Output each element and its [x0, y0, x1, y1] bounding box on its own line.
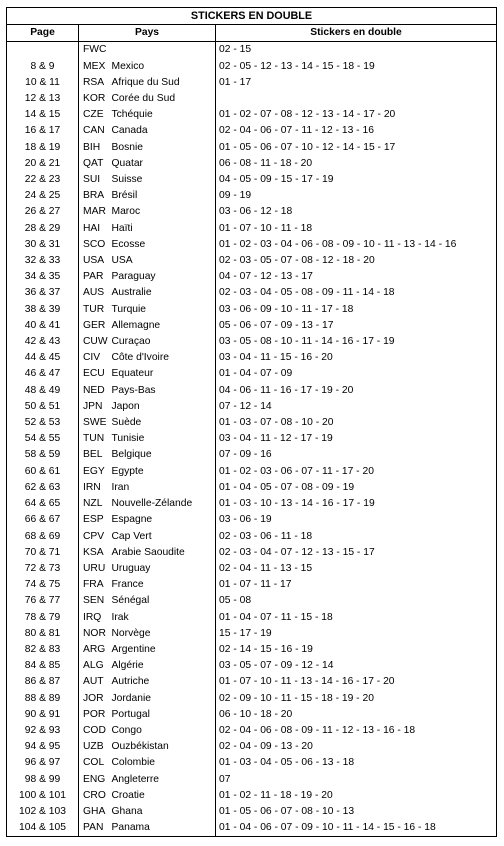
page-cell: 86 & 87 [7, 674, 79, 690]
page-cell: 82 & 83 [7, 642, 79, 658]
country-name-cell: Ecosse [111, 238, 146, 250]
country-name-cell: Cap Vert [111, 530, 152, 542]
page-cell: 18 & 19 [7, 140, 79, 156]
country-name-cell: Irak [111, 611, 129, 623]
page-cell: 98 & 99 [7, 772, 79, 788]
country-name-cell: Norvège [111, 627, 151, 639]
page-cell [7, 42, 79, 59]
table-row [7, 366, 497, 382]
stickers-cell: 01 - 04 - 07 - 09 [216, 366, 497, 382]
stickers-cell: 06 - 08 - 11 - 18 - 20 [216, 156, 497, 172]
country-code-cell: CIV [83, 352, 101, 364]
table-title: STICKERS EN DOUBLE [7, 8, 497, 25]
table-row [7, 691, 497, 707]
table-row [7, 658, 497, 674]
country-code-cell: ENG [83, 773, 106, 785]
stickers-cell [216, 91, 497, 107]
country-name-cell: Paraguay [111, 271, 156, 283]
table-row [7, 302, 497, 318]
stickers-cell: 01 - 03 - 04 - 05 - 06 - 13 - 18 [216, 755, 497, 771]
stickers-cell: 04 - 07 - 12 - 13 - 17 [216, 269, 497, 285]
country-name-cell: Côte d'Ivoire [111, 352, 169, 364]
table-row [7, 707, 497, 723]
title-row [7, 8, 497, 25]
page-cell: 100 & 101 [7, 788, 79, 804]
country-name-cell: Egypte [111, 465, 144, 477]
country-code-cell: NOR [83, 627, 106, 639]
table-row [7, 593, 497, 609]
country-name-cell: Argentine [111, 643, 156, 655]
stickers-cell: 01 - 05 - 06 - 07 - 10 - 12 - 14 - 15 - 17 [216, 140, 497, 156]
page-cell: 44 & 45 [7, 350, 79, 366]
table-row [7, 561, 497, 577]
header-pays: Pays [79, 25, 216, 42]
country-name-cell: Allemagne [111, 319, 161, 331]
stickers-cell: 09 - 19 [216, 188, 497, 204]
page-cell: 34 & 35 [7, 269, 79, 285]
page-cell: 102 & 103 [7, 804, 79, 820]
page-cell: 80 & 81 [7, 626, 79, 642]
country-code-cell: ARG [83, 643, 106, 655]
stickers-cell: 01 - 02 - 03 - 06 - 07 - 11 - 17 - 20 [216, 464, 497, 480]
page-cell: 42 & 43 [7, 334, 79, 350]
country-code-cell: SWE [83, 417, 107, 429]
page-cell: 14 & 15 [7, 107, 79, 123]
page-cell: 48 & 49 [7, 383, 79, 399]
table-row [7, 431, 497, 447]
country-name-cell: Uruguay [111, 562, 151, 574]
page-cell: 68 & 69 [7, 529, 79, 545]
table-row [7, 545, 497, 561]
stickers-cell: 01 - 07 - 10 - 11 - 18 [216, 221, 497, 237]
country-code-cell: QAT [83, 157, 104, 169]
country-code-cell: ALG [83, 660, 104, 672]
country-name-cell: Turquie [111, 303, 147, 315]
table-row [7, 447, 497, 463]
page-cell: 12 & 13 [7, 91, 79, 107]
page-cell: 70 & 71 [7, 545, 79, 561]
page-cell: 28 & 29 [7, 221, 79, 237]
page-cell: 88 & 89 [7, 691, 79, 707]
country-name-cell: Equateur [111, 368, 154, 380]
country-name-cell: Curaçao [111, 336, 151, 348]
country-name-cell: Bosnie [111, 141, 143, 153]
stickers-cell: 01 - 03 - 10 - 13 - 14 - 16 - 17 - 19 [216, 496, 497, 512]
country-name-cell: Australie [111, 287, 152, 299]
page-cell: 64 & 65 [7, 496, 79, 512]
table-row [7, 350, 497, 366]
country-code-cell: CRO [83, 789, 106, 801]
stickers-cell: 01 - 07 - 11 - 17 [216, 577, 497, 593]
table-row [7, 529, 497, 545]
country-name-cell: Haïti [111, 222, 133, 234]
page-cell: 40 & 41 [7, 318, 79, 334]
stickers-cell: 15 - 17 - 19 [216, 626, 497, 642]
table-row [7, 772, 497, 788]
stickers-cell: 02 - 04 - 06 - 07 - 11 - 12 - 13 - 16 [216, 123, 497, 139]
country-name-cell: Mexico [111, 60, 145, 72]
country-code-cell: CUW [83, 336, 108, 348]
table-row [7, 204, 497, 220]
page-cell: 38 & 39 [7, 302, 79, 318]
table-row [7, 285, 497, 301]
table-row [7, 480, 497, 496]
stickers-cell: 02 - 03 - 04 - 07 - 12 - 13 - 15 - 17 [216, 545, 497, 561]
country-code-cell: COD [83, 724, 106, 736]
country-code-cell: COL [83, 757, 105, 769]
country-name-cell [110, 42, 216, 59]
country-code-cell: CZE [83, 109, 104, 121]
country-name-cell: Maroc [111, 206, 141, 218]
header-page: Page [7, 25, 79, 42]
page-cell: 62 & 63 [7, 480, 79, 496]
page-cell: 74 & 75 [7, 577, 79, 593]
stickers-cell: 04 - 05 - 09 - 15 - 17 - 19 [216, 172, 497, 188]
page-cell: 72 & 73 [7, 561, 79, 577]
table-row [7, 334, 497, 350]
country-code-cell: NZL [83, 498, 103, 510]
country-name-cell: Espagne [111, 514, 153, 526]
stickers-cell: 03 - 04 - 11 - 15 - 16 - 20 [216, 350, 497, 366]
country-code-cell: CPV [83, 530, 105, 542]
country-name-cell: Arabie Saoudite [111, 546, 185, 558]
stickers-cell: 03 - 06 - 19 [216, 512, 497, 528]
stickers-cell: 06 - 10 - 18 - 20 [216, 707, 497, 723]
country-code-cell: KSA [83, 546, 104, 558]
stickers-cell: 03 - 05 - 08 - 10 - 11 - 14 - 16 - 17 - 19 [216, 334, 497, 350]
table-row [7, 739, 497, 755]
stickers-cell: 03 - 05 - 07 - 09 - 12 - 14 [216, 658, 497, 674]
page-cell: 76 & 77 [7, 593, 79, 609]
country-name-cell: Quatar [111, 157, 143, 169]
stickers-cell: 02 - 03 - 05 - 07 - 08 - 12 - 18 - 20 [216, 253, 497, 269]
stickers-cell: 01 - 04 - 07 - 11 - 15 - 18 [216, 610, 497, 626]
table-row [7, 415, 497, 431]
stickers-cell: 02 - 03 - 06 - 11 - 18 [216, 529, 497, 545]
page-cell: 104 & 105 [7, 820, 79, 837]
page-cell: 60 & 61 [7, 464, 79, 480]
table-row [7, 75, 497, 91]
page-cell: 8 & 9 [7, 59, 79, 75]
page-cell: 10 & 11 [7, 75, 79, 91]
page-cell: 26 & 27 [7, 204, 79, 220]
table-row [7, 788, 497, 804]
stickers-cell: 02 - 03 - 04 - 05 - 08 - 09 - 11 - 14 - 18 [216, 285, 497, 301]
table-row [7, 107, 497, 123]
stickers-cell: 05 - 08 [216, 593, 497, 609]
page-cell: 16 & 17 [7, 123, 79, 139]
country-code-cell: TUN [83, 433, 105, 445]
country-name-cell: Corée du Sud [111, 93, 176, 105]
country-code-cell: GER [83, 319, 106, 331]
table-row [7, 156, 497, 172]
table-row [7, 642, 497, 658]
page-cell: 22 & 23 [7, 172, 79, 188]
country-code-cell: SCO [83, 238, 106, 250]
country-name-cell: Portugal [111, 708, 150, 720]
table-row [7, 269, 497, 285]
country-code-cell: BEL [83, 449, 103, 461]
stickers-cell: 02 - 05 - 12 - 13 - 14 - 15 - 18 - 19 [216, 59, 497, 75]
table-row [7, 237, 497, 253]
stickers-cell: 04 - 06 - 11 - 16 - 17 - 19 - 20 [216, 383, 497, 399]
stickers-cell: 01 - 02 - 11 - 18 - 19 - 20 [216, 788, 497, 804]
country-name-cell: Suisse [111, 174, 143, 186]
stickers-cell: 01 - 02 - 07 - 08 - 12 - 13 - 14 - 17 - 20 [216, 107, 497, 123]
stickers-cell: 07 [216, 772, 497, 788]
country-name-cell: Jordanie [111, 692, 151, 704]
country-code-cell: BRA [83, 190, 105, 202]
table-row [7, 140, 497, 156]
country-name-cell: Congo [111, 724, 142, 736]
country-code-cell: BIH [83, 141, 101, 153]
country-name-cell: Tchéquie [111, 109, 153, 121]
page-cell: 92 & 93 [7, 723, 79, 739]
country-name-cell: Sénégal [111, 595, 150, 607]
table-row [7, 496, 497, 512]
country-code-cell: TUR [83, 303, 105, 315]
page-cell: 94 & 95 [7, 739, 79, 755]
header-stickers: Stickers en double [216, 25, 497, 42]
country-name-cell: Ghana [111, 805, 143, 817]
country-name-cell: USA [111, 255, 133, 267]
country-code-cell: CAN [83, 125, 105, 137]
page-cell: 84 & 85 [7, 658, 79, 674]
country-name-cell: Nouvelle-Zélande [111, 498, 193, 510]
country-code-cell: EGY [83, 465, 105, 477]
stickers-cell: 02 - 04 - 06 - 08 - 09 - 11 - 12 - 13 - 16 - 18 [216, 723, 497, 739]
country-name-cell: Japon [111, 400, 140, 412]
country-name-cell: Brésil [111, 190, 138, 202]
stickers-cell: 01 - 05 - 06 - 07 - 08 - 10 - 13 [216, 804, 497, 820]
country-code-cell: ECU [83, 368, 105, 380]
table-row [7, 820, 497, 837]
stickers-table [6, 7, 497, 837]
page-cell: 36 & 37 [7, 285, 79, 301]
country-name-cell: Colombie [111, 757, 155, 769]
table-row [7, 318, 497, 334]
table-body [7, 42, 497, 837]
country-name-cell: Croatie [111, 789, 145, 801]
country-code-cell: SEN [83, 595, 105, 607]
country-code-cell: KOR [83, 93, 106, 105]
page-cell: 32 & 33 [7, 253, 79, 269]
country-code-cell: PAR [83, 271, 104, 283]
table-row [7, 383, 497, 399]
stickers-cell: 02 - 04 - 11 - 13 - 15 [216, 561, 497, 577]
country-name-cell: Afrique du Sud [111, 76, 180, 88]
country-name-cell: Angleterre [111, 773, 160, 785]
page-cell: 46 & 47 [7, 366, 79, 382]
table-row [7, 91, 497, 107]
table-row [7, 626, 497, 642]
stickers-cell: 01 - 04 - 06 - 07 - 09 - 10 - 11 - 14 - 15 - 16 - 18 [216, 820, 497, 837]
country-name-cell: Panama [110, 820, 216, 837]
country-name-cell: Ouzbékistan [111, 741, 169, 753]
table-row [7, 123, 497, 139]
stickers-cell: 01 - 04 - 05 - 07 - 08 - 09 - 19 [216, 480, 497, 496]
page-cell: 90 & 91 [7, 707, 79, 723]
country-code-cell: AUS [83, 287, 105, 299]
stickers-cell: 01 - 07 - 10 - 11 - 13 - 14 - 16 - 17 - 20 [216, 674, 497, 690]
stickers-cell: 01 - 17 [216, 75, 497, 91]
table-row [7, 610, 497, 626]
country-name-cell: Iran [111, 481, 130, 493]
country-code-cell: UZB [83, 741, 104, 753]
country-code-cell: URU [83, 562, 106, 574]
table-row [7, 464, 497, 480]
header-row [7, 25, 497, 42]
country-code-cell: JOR [83, 692, 104, 704]
country-code-cell: SUI [83, 174, 101, 186]
page-cell: 66 & 67 [7, 512, 79, 528]
country-name-cell: Belgique [111, 449, 152, 461]
page-cell: 24 & 25 [7, 188, 79, 204]
table-row [7, 804, 497, 820]
stickers-cell: 02 - 09 - 10 - 11 - 15 - 18 - 19 - 20 [216, 691, 497, 707]
table-row [7, 253, 497, 269]
table-row [7, 59, 497, 75]
country-code-cell: IRN [83, 481, 101, 493]
sticker-sheet [6, 7, 496, 837]
country-code-cell: GHA [83, 805, 106, 817]
table-row [7, 674, 497, 690]
page-cell: 50 & 51 [7, 399, 79, 415]
table-row [7, 723, 497, 739]
page-cell: 78 & 79 [7, 610, 79, 626]
country-code-cell: MEX [83, 60, 106, 72]
country-code-cell: HAI [83, 222, 101, 234]
stickers-cell: 02 - 04 - 09 - 13 - 20 [216, 739, 497, 755]
table-row [7, 42, 497, 59]
country-code-cell: POR [83, 708, 106, 720]
stickers-cell: 07 - 12 - 14 [216, 399, 497, 415]
page-cell: 58 & 59 [7, 447, 79, 463]
country-name-cell: Suède [111, 417, 142, 429]
country-name-cell: Tunisie [111, 433, 145, 445]
stickers-cell: 02 - 14 - 15 - 16 - 19 [216, 642, 497, 658]
table-row [7, 512, 497, 528]
country-name-cell: Canada [111, 125, 148, 137]
country-code-cell: FWC [83, 44, 107, 56]
country-name-cell: Pays-Bas [111, 384, 156, 396]
stickers-cell: 03 - 06 - 09 - 10 - 11 - 17 - 18 [216, 302, 497, 318]
table-row [7, 221, 497, 237]
page-cell: 52 & 53 [7, 415, 79, 431]
page-cell: 96 & 97 [7, 755, 79, 771]
stickers-cell: 07 - 09 - 16 [216, 447, 497, 463]
table-row [7, 755, 497, 771]
country-code-cell: JPN [83, 400, 103, 412]
country-code-cell: IRQ [83, 611, 102, 623]
country-code-cell: MAR [83, 206, 106, 218]
stickers-cell: 02 - 15 [216, 42, 497, 59]
country-name-cell: Algérie [111, 660, 144, 672]
country-code-cell: ESP [83, 514, 104, 526]
table-row [7, 188, 497, 204]
table-row [7, 577, 497, 593]
stickers-cell: 03 - 04 - 11 - 12 - 17 - 19 [216, 431, 497, 447]
stickers-cell: 01 - 02 - 03 - 04 - 06 - 08 - 09 - 10 - 11 - 13 - 14 - 16 [216, 237, 497, 253]
table-row [7, 399, 497, 415]
country-name-cell: France [111, 579, 144, 591]
country-code-cell: AUT [83, 676, 104, 688]
stickers-cell: 05 - 06 - 07 - 09 - 13 - 17 [216, 318, 497, 334]
country-code-cell: NED [83, 384, 105, 396]
country-code-cell: RSA [83, 76, 105, 88]
country-name-cell: Autriche [111, 676, 150, 688]
page-cell: 30 & 31 [7, 237, 79, 253]
stickers-cell: 03 - 06 - 12 - 18 [216, 204, 497, 220]
country-code-cell: PAN [79, 820, 110, 837]
page-cell: 20 & 21 [7, 156, 79, 172]
stickers-cell: 01 - 03 - 07 - 08 - 10 - 20 [216, 415, 497, 431]
table-row [7, 172, 497, 188]
country-code-cell: USA [83, 255, 105, 267]
country-code-cell: FRA [83, 579, 104, 591]
page-cell: 54 & 55 [7, 431, 79, 447]
